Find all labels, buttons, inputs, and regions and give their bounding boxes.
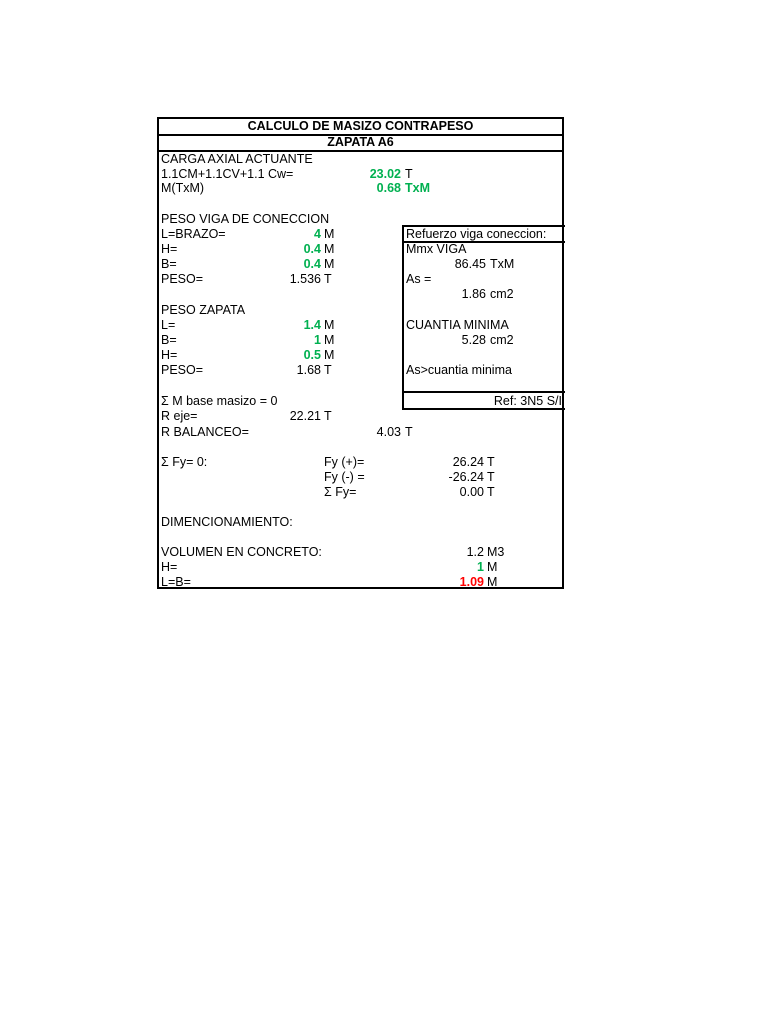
sheet-subtitle: ZAPATA A6: [159, 135, 562, 152]
refuerzo-divider: [404, 391, 565, 393]
viga-row-unit: M: [324, 242, 335, 256]
viga-row-label: L=BRAZO=: [161, 227, 226, 241]
carga-heading: CARGA AXIAL ACTUANTE: [161, 152, 313, 166]
viga-row-unit: T: [324, 272, 332, 286]
fy-unit: T: [487, 470, 495, 484]
cuantia-value: 5.28: [461, 333, 486, 347]
dim-lb-unit: M: [487, 575, 498, 589]
sum-fy: Σ Fy= 0:: [161, 455, 208, 469]
fy-label: Fy (+)=: [324, 455, 365, 469]
as-value: 1.86: [461, 287, 486, 301]
calc-sheet: [157, 117, 564, 589]
sheet-title: CALCULO DE MASIZO CONTRAPESO: [159, 119, 562, 136]
fy-label: Σ Fy=: [324, 485, 357, 499]
fy-value: -26.24: [448, 470, 484, 484]
reje-unit: T: [324, 409, 332, 423]
zapata-row-unit: M: [324, 318, 335, 332]
viga-row-unit: M: [324, 227, 335, 241]
cuantia-label: CUANTIA MINIMA: [406, 318, 509, 332]
cw-value: 23.02: [369, 167, 401, 181]
zapata-heading: PESO ZAPATA: [161, 303, 246, 317]
fy-value: 26.24: [452, 455, 484, 469]
zapata-row-label: B=: [161, 333, 177, 347]
as-label: As =: [406, 272, 432, 286]
zapata-row-value: 0.5: [303, 348, 321, 362]
dim-h-label: H=: [161, 560, 178, 574]
refuerzo-ref: Ref: 3N5 S/I: [493, 394, 562, 408]
sum-m: Σ M base masizo = 0: [161, 394, 278, 408]
vol-unit: M3: [487, 545, 505, 559]
vol-label: VOLUMEN EN CONCRETO:: [161, 545, 322, 559]
viga-row-value: 4: [314, 227, 321, 241]
mmx-unit: TxM: [490, 257, 515, 271]
zapata-row-label: L=: [161, 318, 176, 332]
as-unit: cm2: [490, 287, 514, 301]
reje-value: 22.21: [289, 409, 321, 423]
zapata-row-label: H=: [161, 348, 178, 362]
fy-value: 0.00: [459, 485, 484, 499]
viga-row-value: 0.4: [303, 257, 321, 271]
zapata-row-value: 1: [314, 333, 321, 347]
dim-lb-value: 1.09: [459, 575, 484, 589]
zapata-row-unit: M: [324, 348, 335, 362]
viga-heading: PESO VIGA DE CONECCION: [161, 212, 330, 226]
fy-label: Fy (-) =: [324, 470, 365, 484]
cuantia-check: As>cuantia minima: [406, 363, 512, 377]
dim-h-unit: M: [487, 560, 498, 574]
m-label: M(TxM): [161, 181, 205, 195]
viga-row-label: B=: [161, 257, 177, 271]
zapata-row-unit: M: [324, 333, 335, 347]
rbal-value: 4.03: [376, 425, 401, 439]
mmx-label: Mmx VIGA: [406, 242, 467, 256]
viga-row-label: PESO=: [161, 272, 204, 286]
viga-row-value: 0.4: [303, 242, 321, 256]
reje-label: R eje=: [161, 409, 198, 423]
viga-row-label: H=: [161, 242, 178, 256]
zapata-row-value: 1.4: [303, 318, 321, 332]
viga-row-unit: M: [324, 257, 335, 271]
dim-lb-label: L=B=: [161, 575, 191, 589]
mmx-value: 86.45: [454, 257, 486, 271]
cw-unit: T: [405, 167, 413, 181]
rbal-unit: T: [405, 425, 413, 439]
dim-heading: DIMENCIONAMIENTO:: [161, 515, 293, 529]
zapata-row-value: 1.68: [296, 363, 321, 377]
cuantia-unit: cm2: [490, 333, 514, 347]
m-value: 0.68: [376, 181, 401, 195]
rbal-label: R BALANCEO=: [161, 425, 249, 439]
fy-unit: T: [487, 455, 495, 469]
dim-h-value: 1: [477, 560, 484, 574]
zapata-row-label: PESO=: [161, 363, 204, 377]
m-unit: TxM: [405, 181, 430, 195]
refuerzo-title: Refuerzo viga coneccion:: [406, 227, 547, 241]
refuerzo-box: [402, 225, 565, 410]
cw-label: 1.1CM+1.1CV+1.1 Cw=: [161, 167, 294, 181]
viga-row-value: 1.536: [289, 272, 321, 286]
vol-value: 1.2: [466, 545, 484, 559]
zapata-row-unit: T: [324, 363, 332, 377]
fy-unit: T: [487, 485, 495, 499]
